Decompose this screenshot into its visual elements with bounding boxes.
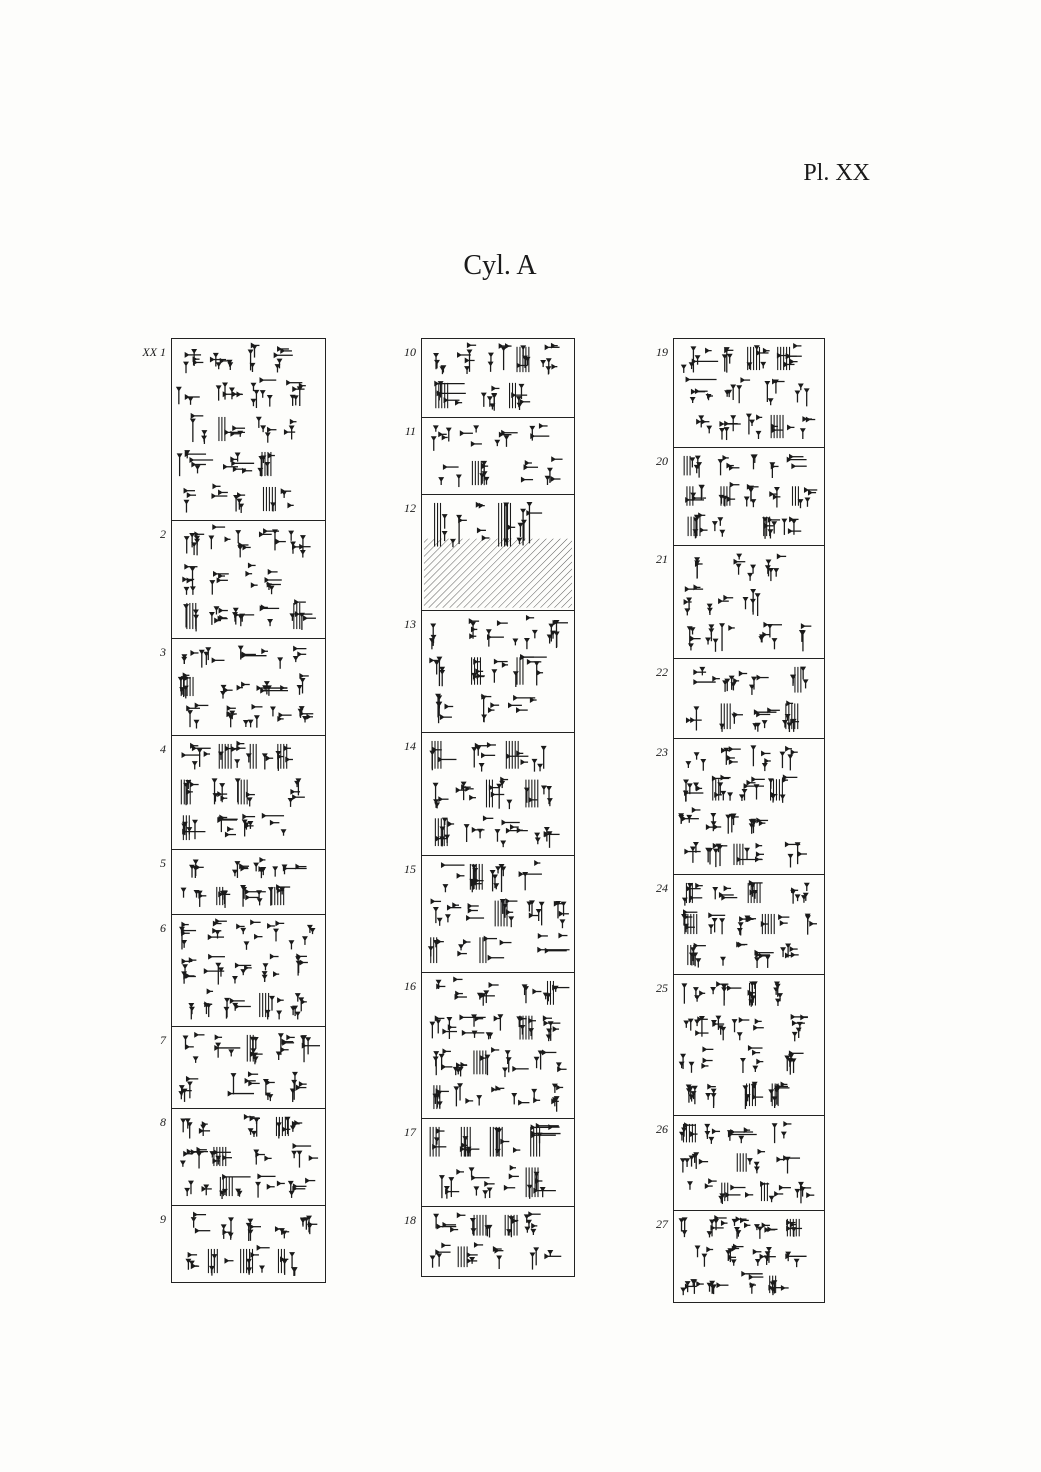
sign-row <box>178 672 309 698</box>
sign-row <box>686 1081 790 1109</box>
line-number: 19 <box>656 345 668 359</box>
text-case <box>404 733 575 856</box>
sign-row <box>179 918 315 950</box>
cuneiform-signs <box>674 975 824 1115</box>
line-number: XX 1 <box>142 345 166 359</box>
sign-row <box>189 857 307 878</box>
sign-row <box>680 1271 788 1295</box>
line-number: 13 <box>404 617 416 631</box>
text-case <box>656 975 825 1116</box>
sign-row <box>695 1244 807 1268</box>
sign-row <box>684 841 807 867</box>
line-number: 24 <box>656 881 668 895</box>
sign-row <box>434 381 530 411</box>
cuneiform-signs <box>172 639 325 735</box>
column-middle <box>404 338 575 1277</box>
text-case <box>656 448 825 546</box>
sign-row <box>683 774 798 802</box>
cuneiform-signs <box>172 915 325 1026</box>
sign-row <box>428 933 570 964</box>
sign-row <box>686 377 810 407</box>
sign-row <box>433 777 553 810</box>
sign-row <box>438 456 562 487</box>
line-number: 26 <box>656 1122 668 1136</box>
sign-row <box>178 1071 306 1102</box>
sign-row <box>181 953 308 984</box>
line-number: 25 <box>656 981 668 995</box>
line-number: 10 <box>404 345 416 359</box>
sign-row <box>430 1123 560 1157</box>
sign-row <box>184 524 311 557</box>
sign-row <box>694 553 786 581</box>
line-number: 8 <box>160 1115 166 1129</box>
cuneiform-signs <box>674 1211 824 1302</box>
text-case <box>404 1119 575 1207</box>
sign-row <box>435 694 537 724</box>
sign-row <box>191 1212 318 1241</box>
sign-row <box>188 988 306 1019</box>
sign-row <box>429 1014 560 1041</box>
column-right <box>656 338 825 1303</box>
sign-row <box>176 377 306 408</box>
line-number: 20 <box>656 454 668 468</box>
line-number: 7 <box>160 1033 166 1047</box>
sign-row <box>183 599 316 631</box>
cuneiform-signs <box>674 448 824 545</box>
sign-row <box>681 909 817 935</box>
text-case <box>656 338 825 448</box>
sign-row <box>183 342 293 373</box>
cuneiform-signs <box>172 1027 325 1108</box>
line-number: 27 <box>656 1217 668 1231</box>
sign-row <box>687 1178 814 1204</box>
cuneiform-signs <box>422 733 574 855</box>
sign-row <box>182 741 293 771</box>
text-case <box>160 850 326 915</box>
sign-row <box>185 1245 297 1276</box>
sign-row <box>685 482 817 508</box>
text-case <box>404 973 575 1119</box>
cuneiform-signs <box>422 856 574 972</box>
sign-row <box>684 584 761 616</box>
line-number: 15 <box>404 862 416 876</box>
sign-row <box>184 1173 315 1199</box>
cuneiform-signs <box>422 495 574 610</box>
text-case <box>656 739 825 875</box>
line-number: 14 <box>404 739 416 753</box>
cuneiform-signs <box>172 1109 325 1205</box>
sign-row <box>180 1114 302 1139</box>
sign-row <box>679 1045 804 1075</box>
cuneiform-signs <box>172 1206 325 1282</box>
text-case <box>160 639 326 736</box>
sign-row <box>693 667 808 695</box>
cuneiform-signs <box>172 339 325 520</box>
text-case <box>404 611 575 733</box>
sign-row <box>433 342 559 374</box>
text-case <box>160 1109 326 1206</box>
line-number: 2 <box>160 527 166 541</box>
text-case <box>404 856 575 973</box>
text-case <box>160 736 326 850</box>
cuneiform-signs <box>674 546 824 658</box>
sign-row <box>429 741 546 772</box>
sign-row <box>696 414 815 440</box>
sign-row <box>186 702 313 728</box>
cuneiform-signs <box>422 973 574 1118</box>
sign-row <box>182 562 281 594</box>
sign-row <box>678 807 768 834</box>
text-case <box>404 1207 575 1277</box>
sign-row <box>190 413 297 444</box>
damaged-area <box>424 539 572 608</box>
sign-row <box>685 745 797 771</box>
sign-row <box>679 1121 791 1144</box>
cuneiform-signs <box>674 659 824 738</box>
page-title: Cyl. A <box>463 250 537 281</box>
sign-row <box>431 898 569 928</box>
sign-row <box>688 942 799 968</box>
sign-row <box>181 778 305 807</box>
sign-row <box>680 1149 800 1174</box>
line-number: 12 <box>404 501 416 515</box>
sign-row <box>688 512 801 538</box>
cuneiform-signs <box>674 739 824 874</box>
sign-row <box>431 423 550 451</box>
sign-row <box>184 483 294 513</box>
sign-row <box>433 1211 541 1237</box>
sign-row <box>180 1143 318 1168</box>
cuneiform-signs <box>674 875 824 974</box>
sign-row <box>181 646 306 669</box>
sign-row <box>177 450 275 476</box>
line-number: 16 <box>404 979 416 993</box>
line-number: 21 <box>656 552 668 566</box>
sign-row <box>683 1014 808 1041</box>
sign-row <box>429 654 546 687</box>
text-case <box>404 418 575 495</box>
cuneiform-signs <box>422 1207 574 1276</box>
line-number: 18 <box>404 1213 416 1227</box>
sign-row <box>679 1215 802 1239</box>
sign-row <box>435 815 559 847</box>
line-number: 23 <box>656 745 668 759</box>
line-number: 4 <box>160 742 166 756</box>
sign-row <box>183 1032 320 1064</box>
column-left <box>142 338 326 1283</box>
cuneiform-signs <box>422 1119 574 1206</box>
text-case <box>656 546 825 659</box>
sign-row <box>441 860 542 892</box>
cuneiform-signs <box>674 339 824 447</box>
sign-row <box>681 981 783 1007</box>
line-number: 3 <box>160 645 166 659</box>
line-number: 11 <box>404 424 416 438</box>
text-case <box>656 659 825 739</box>
text-case <box>142 338 326 521</box>
line-number: 17 <box>404 1125 416 1139</box>
cuneiform-signs <box>172 850 325 914</box>
sign-row <box>681 343 802 373</box>
text-case <box>656 875 825 975</box>
line-number: 22 <box>656 665 668 679</box>
line-number: 6 <box>160 921 166 935</box>
line-number: 5 <box>160 856 166 870</box>
sign-row <box>682 880 810 906</box>
sign-row <box>430 1242 562 1270</box>
text-case <box>160 915 326 1027</box>
sign-row <box>686 700 799 732</box>
sign-row <box>684 454 807 478</box>
text-case <box>656 1116 825 1211</box>
sign-row <box>439 1165 556 1199</box>
text-case <box>160 1206 326 1283</box>
cuneiform-signs <box>674 1116 824 1210</box>
sign-row <box>432 1083 563 1111</box>
cuneiform-signs <box>422 418 574 494</box>
cuneiform-signs <box>422 339 574 417</box>
text-case <box>160 521 326 639</box>
sign-row <box>181 884 291 908</box>
text-case <box>404 495 575 611</box>
line-number: 9 <box>160 1212 166 1226</box>
cuneiform-signs <box>172 736 325 849</box>
sign-row <box>433 1047 567 1077</box>
sign-row <box>429 615 568 650</box>
cuneiform-signs <box>172 521 325 638</box>
sign-row <box>436 976 570 1005</box>
sign-row <box>687 622 812 652</box>
sign-row <box>181 813 286 840</box>
text-case <box>160 1027 326 1109</box>
text-case <box>656 1211 825 1303</box>
plate-label: Pl. XX <box>803 160 870 186</box>
cuneiform-signs <box>422 611 574 732</box>
text-case <box>404 338 575 418</box>
